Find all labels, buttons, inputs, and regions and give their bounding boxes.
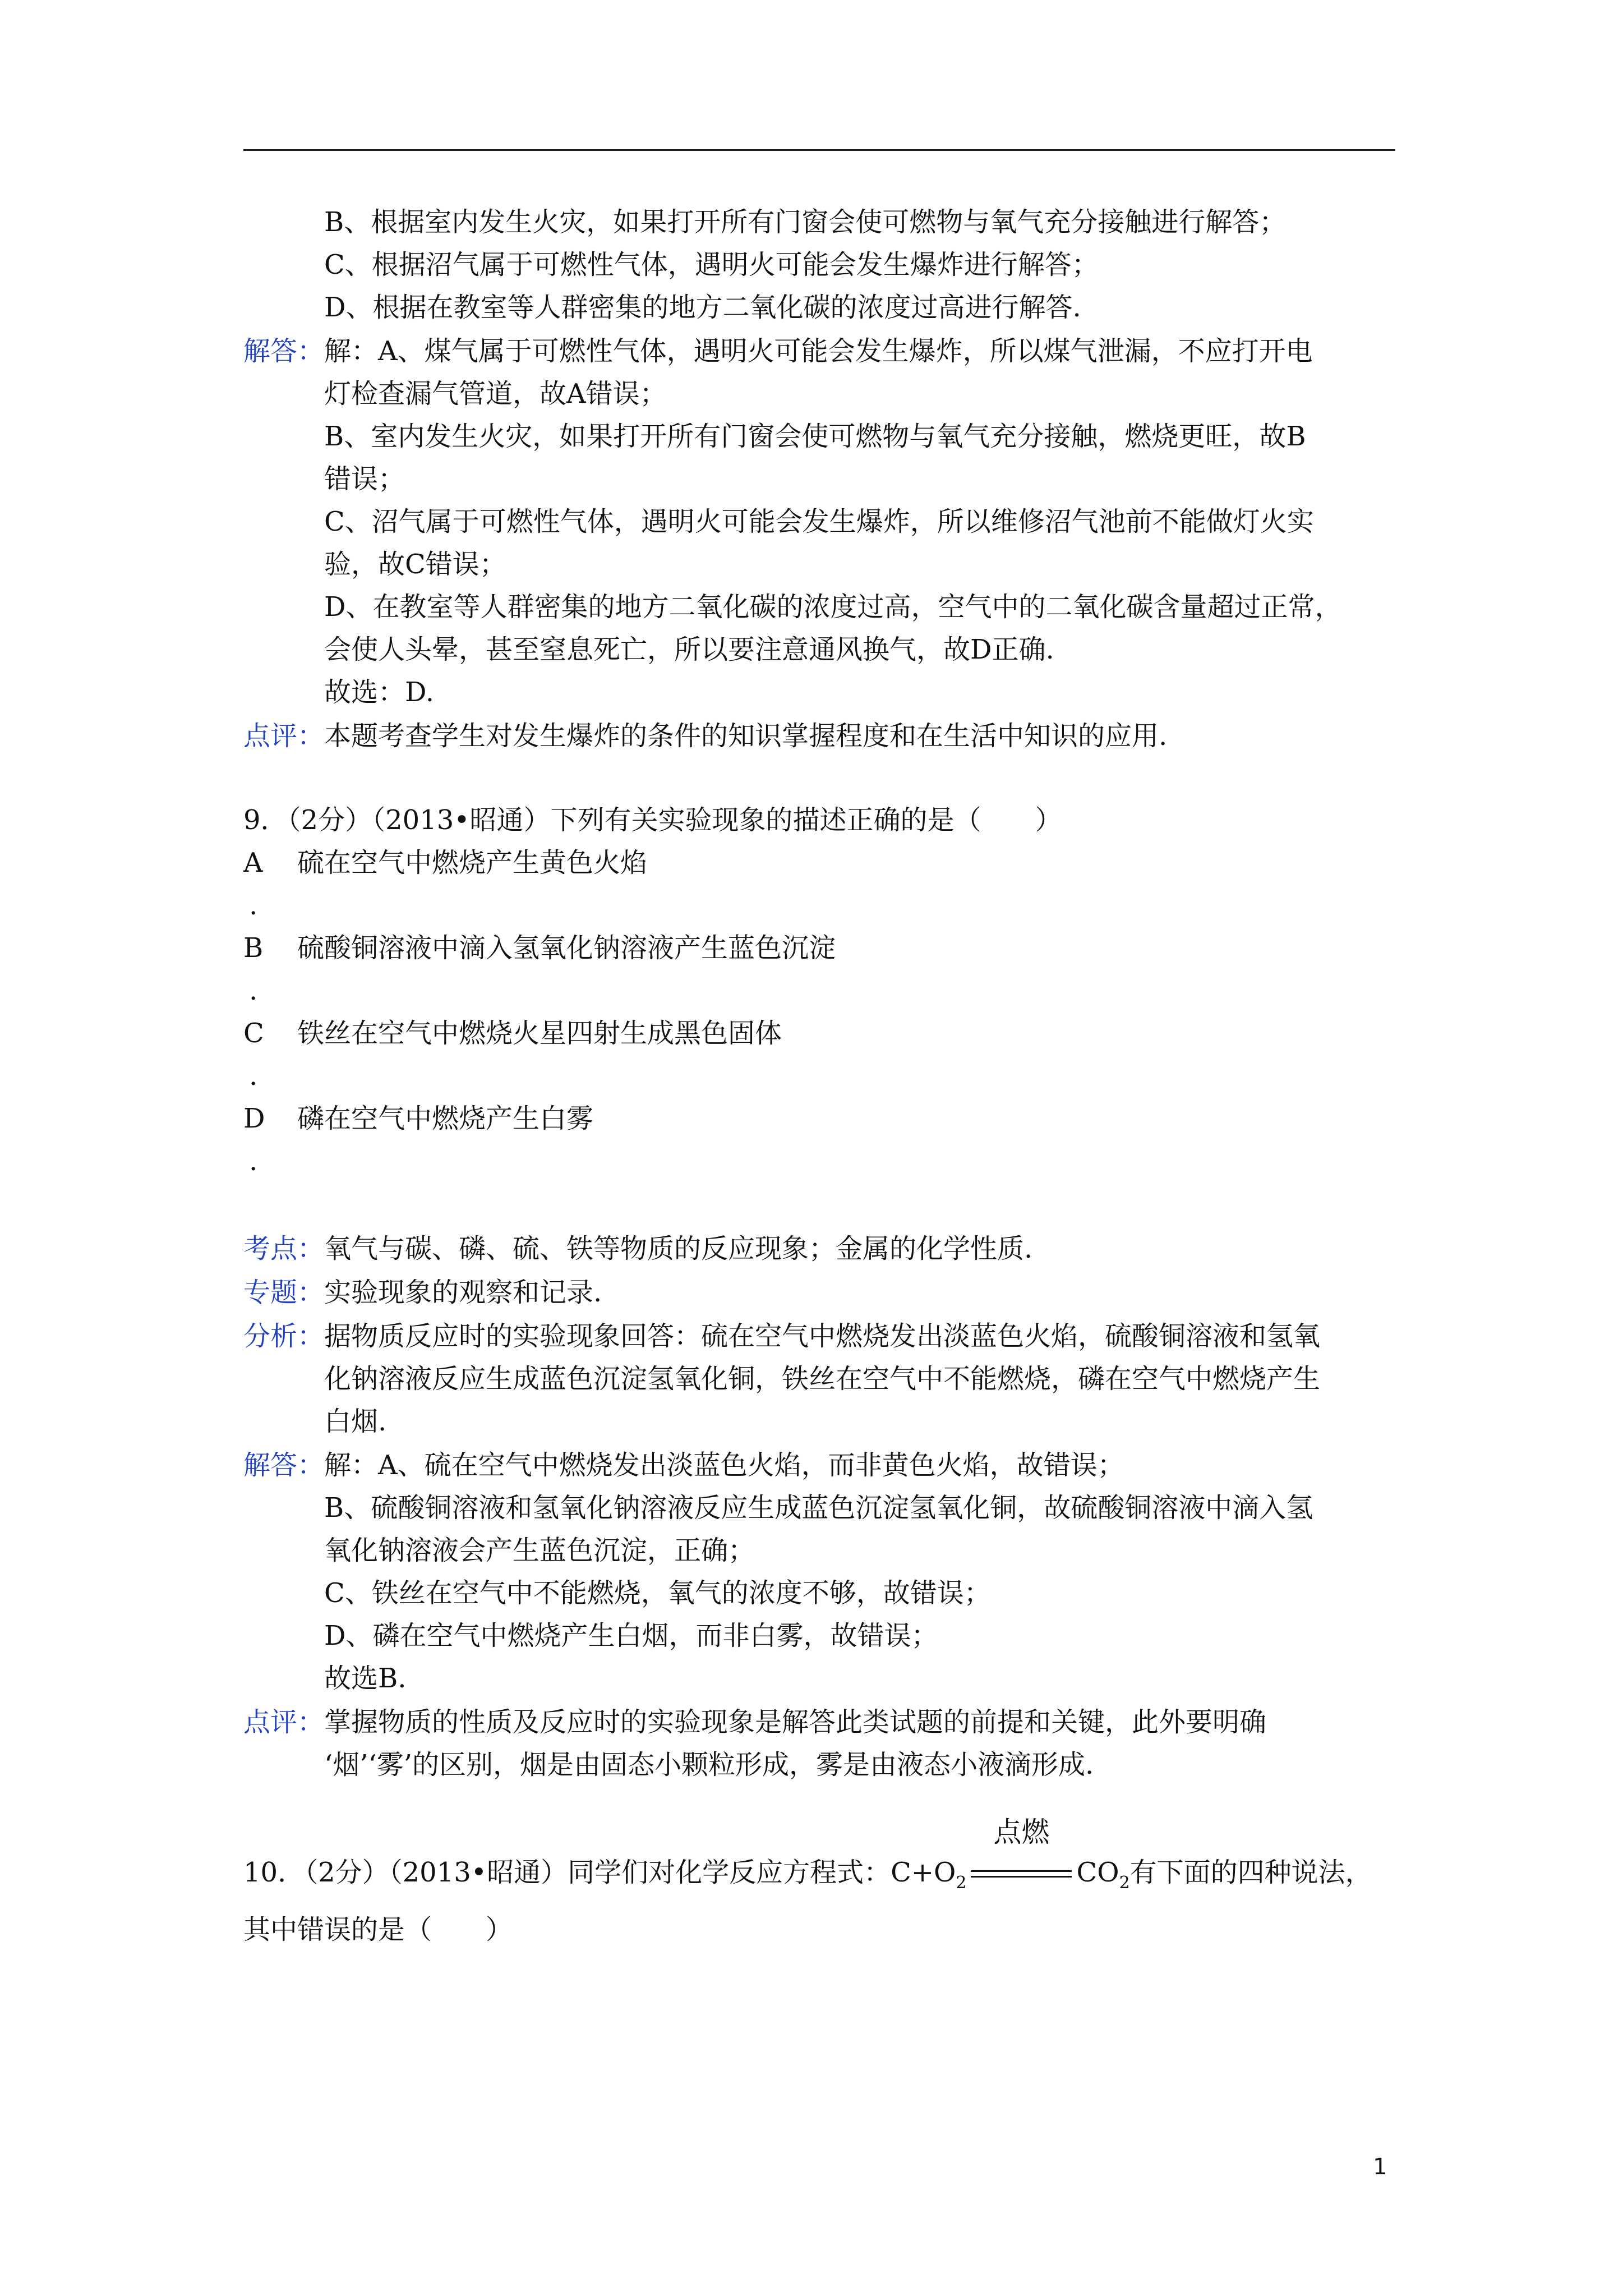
header-rule: [243, 149, 1395, 151]
q9-answer-label: 解答：: [243, 1450, 325, 1481]
page-number: 1: [1373, 2154, 1387, 2180]
kaodian-text: 氧气与碳、磷、硫、铁等物质的反应现象；金属的化学性质.: [324, 1233, 1033, 1264]
q9-answer-line: 故选B.: [324, 1663, 407, 1694]
analysis-option-b: B、根据室内发生火灾，如果打开所有门窗会使可燃物与氧气充分接触进行解答；: [324, 206, 1287, 238]
q9-answer-line: 解：A、硫在空气中燃烧发出淡蓝色火焰，而非黄色火焰，故错误；: [324, 1450, 1124, 1481]
answer-line: 故选：D.: [324, 677, 435, 708]
comment-label: 点评：: [243, 720, 325, 752]
stem-pre: 10．（2分）（2013•昭通）同学们对化学反应方程式：C+O: [243, 1857, 956, 1888]
equals-bar: [971, 1870, 1072, 1872]
o2-subscript: 2: [956, 1873, 967, 1893]
option-a-letter: A: [243, 847, 263, 878]
option-c-text: 铁丝在空气中燃烧火星四射生成黑色固体: [297, 1018, 782, 1049]
answer-line: 错误；: [324, 463, 405, 495]
answer-line: B、室内发生火灾，如果打开所有门窗会使可燃物与氧气充分接触，燃烧更旺，故B: [324, 421, 1306, 452]
fenxi-line: 白烟.: [324, 1406, 387, 1437]
question-10-stem-line2: 其中错误的是（ ）: [243, 1914, 513, 1945]
kaodian-label: 考点：: [243, 1233, 325, 1264]
fenxi-line: 化钠溶液反应生成蓝色沉淀氢氧化铜，铁丝在空气中不能燃烧，磷在空气中燃烧产生: [324, 1363, 1321, 1395]
answer-line: D、在教室等人群密集的地方二氧化碳的浓度过高，空气中的二氧化碳含量超过正常，: [324, 591, 1342, 623]
reaction-condition: [966, 1816, 1076, 1889]
zhuanti-label: 专题：: [243, 1277, 325, 1308]
co2-subscript: 2: [1119, 1873, 1130, 1893]
option-c-letter: C: [243, 1018, 264, 1049]
q9-answer-line: D、磷在空气中燃烧产生白烟，而非白雾，故错误；: [324, 1620, 938, 1651]
option-d-dot: .: [249, 1145, 258, 1177]
answer-label: 解答：: [243, 335, 325, 367]
q9-comment-label: 点评：: [243, 1706, 325, 1738]
option-b-dot: .: [249, 975, 258, 1006]
condition-text: 点燃: [993, 1816, 1050, 1848]
answer-line: 会使人头晕，甚至窒息死亡，所以要注意通风换气，故D正确.: [324, 634, 1054, 665]
q9-answer-line: C、铁丝在空气中不能燃烧，氧气的浓度不够，故错误；: [324, 1577, 991, 1609]
zhuanti-text: 实验现象的观察和记录.: [324, 1277, 602, 1308]
option-d-text: 磷在空气中燃烧产生白雾: [297, 1103, 594, 1134]
analysis-option-c: C、根据沼气属于可燃性气体，遇明火可能会发生爆炸进行解答；: [324, 249, 1099, 280]
answer-line: 灯检查漏气管道，故A错误；: [324, 378, 667, 409]
answer-line: 解：A、煤气属于可燃性气体，遇明火可能会发生爆炸，所以煤气泄漏，不应打开电: [324, 335, 1313, 367]
q9-answer-line: B、硫酸铜溶液和氢氧化钠溶液反应生成蓝色沉淀氢氧化铜，故硫酸铜溶液中滴入氢: [324, 1492, 1313, 1524]
option-a-dot: .: [249, 890, 258, 921]
option-d-letter: D: [243, 1103, 265, 1134]
fenxi-label: 分析：: [243, 1320, 325, 1352]
fenxi-line: 据物质反应时的实验现象回答：硫在空气中燃烧发出淡蓝色火焰，硫酸铜溶液和氢氧: [324, 1320, 1321, 1352]
product-formula: CO: [1076, 1857, 1119, 1888]
stem-post: 有下面的四种说法，: [1129, 1857, 1372, 1888]
comment-text: 本题考查学生对发生爆炸的条件的知识掌握程度和在生活中知识的应用.: [324, 720, 1168, 752]
option-a-text: 硫在空气中燃烧产生黄色火焰: [297, 847, 648, 878]
answer-line: 验，故C错误；: [324, 549, 506, 580]
q9-comment-line: ‘烟’‘雾’的区别，烟是由固态小颗粒形成，雾是由液态小液滴形成.: [324, 1749, 1094, 1780]
question-10-stem: [243, 1816, 1372, 1893]
q9-answer-line: 氧化钠溶液会产生蓝色沉淀，正确；: [324, 1535, 755, 1566]
answer-line: C、沼气属于可燃性气体，遇明火可能会发生爆炸，所以维修沼气池前不能做灯火实: [324, 506, 1314, 537]
equals-bar: [971, 1876, 1072, 1878]
analysis-option-d: D、根据在教室等人群密集的地方二氧化碳的浓度过高进行解答.: [324, 292, 1081, 323]
q9-comment-line: 掌握物质的性质及反应时的实验现象是解答此类试题的前提和关键，此外要明确: [324, 1706, 1267, 1738]
option-b-text: 硫酸铜溶液中滴入氢氧化钠溶液产生蓝色沉淀: [297, 932, 836, 964]
option-b-letter: B: [243, 932, 264, 964]
question-9-stem: 9．（2分）（2013•昭通）下列有关实验现象的描述正确的是（ ）: [243, 804, 1062, 836]
option-c-dot: .: [249, 1060, 258, 1092]
